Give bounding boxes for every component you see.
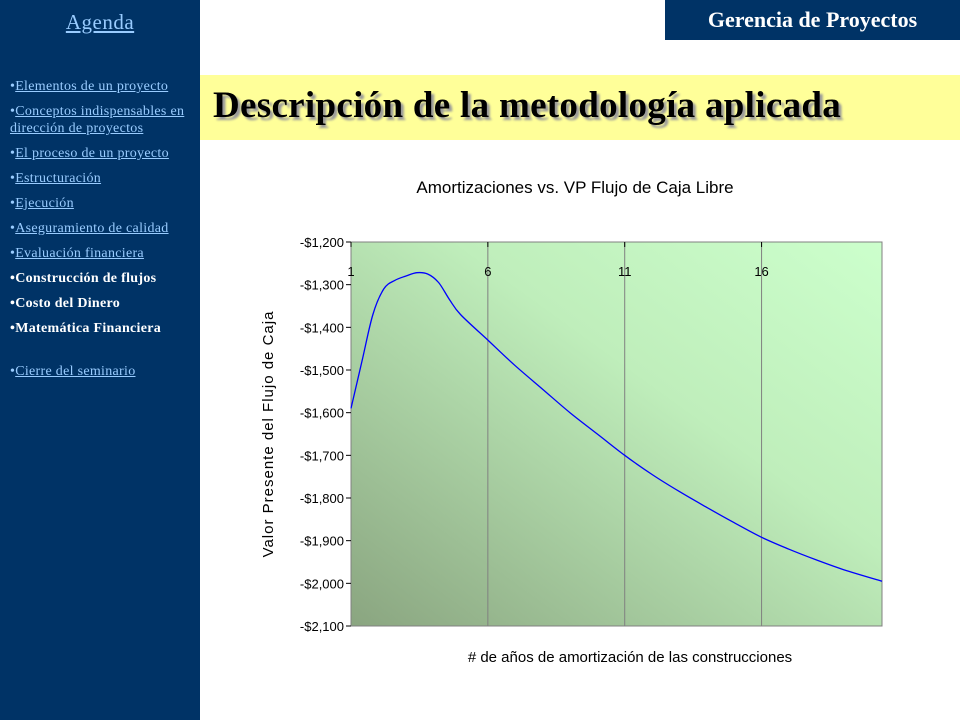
agenda-item[interactable]: •Cierre del seminario	[10, 364, 136, 379]
agenda-item[interactable]: •Conceptos indispensables en dirección de proyectos	[10, 104, 185, 136]
agenda-item-label[interactable]: Ejecución	[15, 196, 74, 211]
y-tick-label: -$1,400	[299, 320, 344, 336]
agenda-item[interactable]: •Evaluación financiera	[10, 246, 144, 261]
agenda-item-label[interactable]: Elementos de un proyecto	[15, 79, 169, 94]
y-tick-label: -$1,900	[299, 533, 344, 549]
y-tick-label: -$1,500	[299, 363, 344, 378]
agenda-item[interactable]: •El proceso de un proyecto	[10, 146, 169, 161]
slide-title: Descripción de la metodología aplicada	[213, 85, 842, 126]
agenda-item-label: Costo del Dinero	[15, 296, 121, 311]
x-tick-label: 1	[347, 264, 355, 279]
agenda-item-label[interactable]: Conceptos indispensables en dirección de proyectos	[10, 104, 185, 136]
agenda-title[interactable]: Agenda	[65, 10, 135, 34]
x-tick-label: 11	[617, 264, 632, 279]
agenda-sidebar	[0, 0, 200, 720]
y-tick-label: -$1,700	[299, 448, 344, 464]
agenda-item-label: Matemática Financiera	[15, 321, 162, 336]
amortization-chart	[240, 160, 920, 680]
agenda-item-label[interactable]: Cierre del seminario	[15, 364, 136, 379]
agenda-item[interactable]: •Elementos de un proyecto	[10, 79, 169, 94]
agenda-item-label[interactable]: Aseguramiento de calidad	[15, 221, 169, 236]
x-tick-label: 16	[754, 264, 769, 279]
agenda-item: •Construcción de flujos	[10, 271, 157, 286]
brand-label: Gerencia de Proyectos	[665, 0, 960, 40]
y-tick-label: -$2,100	[299, 619, 344, 634]
agenda-item: •Matemática Financiera	[10, 321, 162, 336]
agenda-item-label[interactable]: El proceso de un proyecto	[15, 146, 169, 161]
agenda-item[interactable]: •Estructuración	[10, 171, 102, 186]
plot-area	[351, 242, 882, 626]
y-tick-label: -$2,000	[299, 576, 344, 592]
agenda-item-label[interactable]: Evaluación financiera	[15, 246, 144, 261]
agenda-item[interactable]: •Aseguramiento de calidad	[10, 221, 169, 236]
agenda-item[interactable]: •Ejecución	[10, 196, 74, 211]
y-tick-label: -$1,600	[299, 405, 344, 421]
chart-title: Amortizaciones vs. VP Flujo de Caja Libre	[416, 178, 734, 197]
y-tick-label: -$1,200	[299, 235, 344, 250]
y-tick-label: -$1,800	[299, 491, 344, 506]
agenda-item-label[interactable]: Estructuración	[15, 171, 102, 186]
agenda-list	[10, 78, 192, 388]
agenda-item: •Costo del Dinero	[10, 296, 121, 311]
x-tick-label: 6	[484, 264, 492, 279]
y-tick-label: -$1,300	[299, 277, 344, 293]
agenda-item-label: Construcción de flujos	[15, 271, 157, 286]
y-axis-label: Valor Presente del Flujo de Caja	[260, 310, 277, 558]
x-axis-label: # de años de amortización de las construcciones	[467, 649, 793, 666]
